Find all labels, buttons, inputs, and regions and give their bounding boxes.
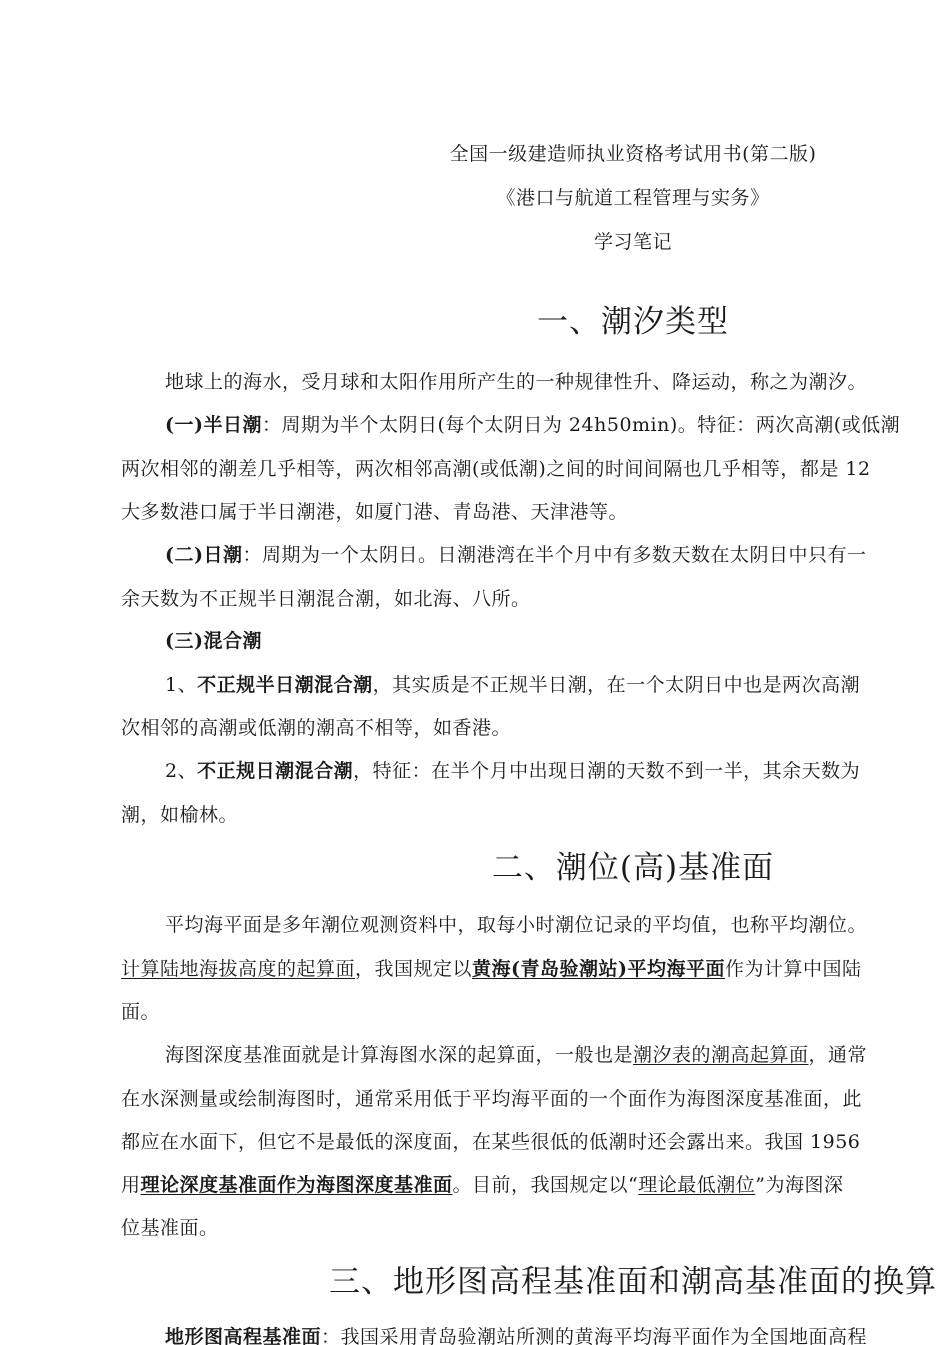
s1-p1-label: (一)半日潮 [165, 414, 262, 436]
s2-p2-l4-c: ”为海图深 [755, 1174, 844, 1196]
s2-p2-text-a: 海图深度基准面就是计算海图水深的起算面，一般也是 [165, 1044, 634, 1066]
s1-p4-bold: 不正规半日潮混合潮 [197, 674, 373, 696]
s2-p2-line5: 位基准面。 [121, 1217, 219, 1239]
s3-p1-line1 [165, 1324, 867, 1345]
s1-intro: 地球上的海水，受月球和太阳作用所产生的一种规律性升、降运动，称之为潮汐。 [165, 371, 868, 393]
s2-p1-underline-1: 计算陆地海拔高度的起算面 [121, 958, 356, 980]
s1-p5-text: ，特征：在半个月中出现日潮的天数不到一半，其余天数为 [353, 760, 861, 782]
s1-p2-label: (二)日潮 [165, 544, 243, 566]
s1-p2-line2: 余天数为不正规半日潮混合潮，如北海、八所。 [121, 588, 531, 610]
s1-p4-prefix: 1、 [165, 674, 198, 696]
section-3-heading: 三、地形图高程基准面和潮高基准面的换算 [329, 1264, 937, 1300]
s2-p2-line3: 都应在水面下，但它不是最低的深度面，在某些很低的低潮时还会露出来。我国 1956 [121, 1131, 861, 1153]
s2-p2-underline-3: 理论最低潮位 [638, 1174, 756, 1196]
s1-p1-line1 [165, 412, 900, 438]
s2-p1-mid: ，我国规定以 [355, 958, 473, 980]
s2-p1-line3: 面。 [121, 1001, 161, 1023]
s2-p2-underline-1: 潮汐表的潮高起算面 [633, 1044, 809, 1066]
s1-p1-line3: 大多数港口属于半日潮港，如厦门港、青岛港、天津港等。 [121, 501, 629, 523]
s2-p1-tail: 作为计算中国陆 [725, 958, 862, 980]
s1-p1-line2: 两次相邻的潮差几乎相等，两次相邻高潮(或低潮)之间的时间间隔也几乎相等，都是 12 [121, 458, 871, 480]
s1-p5-line2: 潮，如榆林。 [121, 804, 239, 826]
s2-p2-line1 [165, 1042, 867, 1068]
doc-title-line2: 《港口与航道工程管理与实务》 [496, 187, 770, 209]
doc-title-line3: 学习笔记 [593, 231, 672, 253]
s1-p4-line2: 次相邻的高潮或低潮的潮高不相等，如香港。 [121, 717, 512, 739]
s1-p5-bold: 不正规日潮混合潮 [197, 760, 354, 782]
s3-p1-text: ：我国采用青岛验潮站所测的黄海平均海平面作为全国地面高程 [321, 1326, 868, 1345]
s1-p3-line1 [165, 628, 262, 654]
s1-p5-prefix: 2、 [165, 760, 198, 782]
s2-p1-underline-2: 黄海(青岛验潮站)平均海平面 [472, 958, 726, 980]
s1-p5-line1 [165, 758, 860, 784]
s2-p2-line4 [121, 1172, 843, 1198]
section-1-heading: 一、潮汐类型 [537, 304, 729, 340]
s2-p2-underline-2: 理论深度基准面作为海图深度基准面 [140, 1174, 453, 1196]
s1-p1-text: ：周期为半个太阴日(每个太阴日为 24h50min)。特征：两次高潮(或低潮 [261, 414, 901, 436]
s1-p2-line1 [165, 542, 867, 568]
s3-p1-bold: 地形图高程基准面 [165, 1326, 322, 1345]
section-2-heading: 二、潮位(高)基准面 [491, 850, 775, 886]
s2-p2-line2: 在水深测量或绘制海图时，通常采用低于平均海平面的一个面作为海图深度基准面，此 [121, 1088, 863, 1110]
s1-p4-text: ，其实质是不正规半日潮，在一个太阴日中也是两次高潮 [372, 674, 861, 696]
s2-p2-l4-b: 。目前，我国规定以“ [452, 1174, 639, 1196]
s2-p2-text-b: ，通常 [808, 1044, 868, 1066]
s2-p1-line2 [121, 956, 862, 982]
s2-p1-line1: 平均海平面是多年潮位观测资料中，取每小时潮位记录的平均值，也称平均潮位。 [165, 914, 868, 936]
s1-p3-label: (三)混合潮 [165, 630, 262, 652]
s1-p4-line1 [165, 672, 860, 698]
doc-title-line1: 全国一级建造师执业资格考试用书(第二版) [449, 143, 817, 165]
s2-p2-l4-a: 用 [121, 1174, 141, 1196]
s1-p2-text: ：周期为一个太阴日。日潮港湾在半个月中有多数天数在太阴日中只有一 [242, 544, 867, 566]
